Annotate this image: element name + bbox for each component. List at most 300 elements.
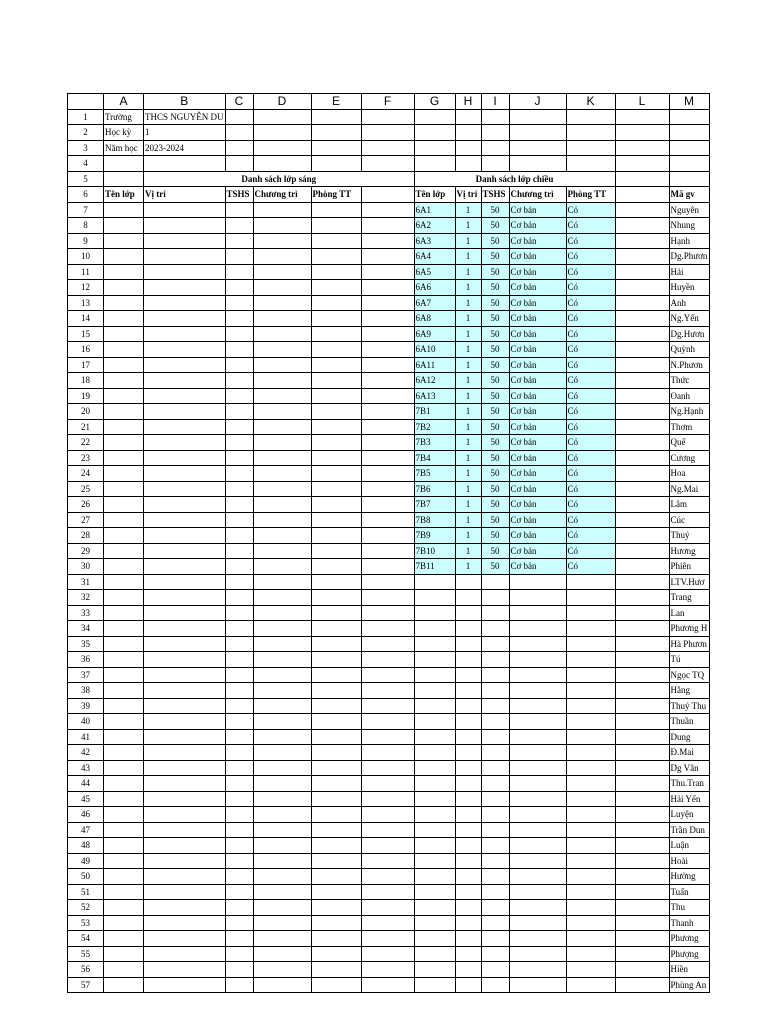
cell[interactable] [225,373,253,389]
cell[interactable] [615,853,669,869]
room-cell[interactable]: Có [566,543,615,559]
cell[interactable] [361,419,414,435]
cell[interactable] [455,853,481,869]
cell[interactable] [509,915,566,931]
program-cell[interactable]: Cơ bản [509,512,566,528]
cell[interactable] [361,466,414,482]
cell[interactable] [311,853,361,869]
teacher-code-cell[interactable]: Ng.Yến [669,311,709,327]
cell[interactable] [455,838,481,854]
cell[interactable] [414,807,455,823]
cell[interactable] [144,962,226,978]
cell[interactable] [144,946,226,962]
cell[interactable] [311,884,361,900]
cell[interactable] [104,249,144,265]
cell[interactable] [509,760,566,776]
room-cell[interactable]: Có [566,481,615,497]
cell[interactable] [615,543,669,559]
cell[interactable] [615,187,669,203]
cell[interactable] [253,435,311,451]
cell[interactable] [104,357,144,373]
cell[interactable] [481,590,509,606]
cell[interactable] [253,125,311,141]
cell[interactable] [253,667,311,683]
cell[interactable] [414,714,455,730]
cell[interactable] [481,838,509,854]
cell[interactable] [311,357,361,373]
cell[interactable] [311,776,361,792]
cell[interactable] [615,729,669,745]
cell[interactable] [566,745,615,761]
cell[interactable] [253,760,311,776]
room-cell[interactable]: Có [566,326,615,342]
cell[interactable] [311,202,361,218]
cell[interactable] [225,822,253,838]
cell[interactable] [615,760,669,776]
cell[interactable] [361,915,414,931]
cell[interactable] [144,590,226,606]
cell[interactable] [509,977,566,993]
row-header[interactable]: 22 [68,435,104,451]
cell[interactable] [414,745,455,761]
cell[interactable] [566,714,615,730]
cell[interactable] [361,404,414,420]
cell[interactable] [615,884,669,900]
class-name-cell[interactable]: 6A10 [414,342,455,358]
cell[interactable] [615,450,669,466]
cell[interactable] [481,760,509,776]
position-cell[interactable]: 1 [455,295,481,311]
teacher-code-cell[interactable]: Anh [669,295,709,311]
cell[interactable] [361,683,414,699]
cell[interactable] [253,559,311,575]
cell[interactable] [455,931,481,947]
cell[interactable] [361,233,414,249]
cell[interactable] [311,140,361,156]
column-header-e[interactable]: E [311,94,361,110]
afternoon-header[interactable]: TSHS [481,187,509,203]
cell[interactable] [455,822,481,838]
row-header[interactable]: 52 [68,900,104,916]
cell[interactable] [615,822,669,838]
cell[interactable] [104,667,144,683]
program-cell[interactable]: Cơ bản [509,450,566,466]
teacher-code-cell[interactable]: Lan [669,605,709,621]
cell[interactable] [481,977,509,993]
cell[interactable] [455,714,481,730]
teacher-code-header[interactable]: Mã gv [669,187,709,203]
cell[interactable] [104,559,144,575]
cell[interactable] [104,931,144,947]
cell[interactable] [144,807,226,823]
cell[interactable] [253,218,311,234]
cell[interactable] [615,559,669,575]
cell[interactable] [509,838,566,854]
class-name-cell[interactable]: 6A3 [414,233,455,249]
student-count-cell[interactable]: 50 [481,466,509,482]
cell[interactable] [311,574,361,590]
cell[interactable] [509,590,566,606]
cell[interactable] [414,636,455,652]
cell[interactable] [311,931,361,947]
teacher-code-cell[interactable]: Phùng An [669,977,709,993]
cell[interactable] [225,559,253,575]
cell[interactable] [144,497,226,513]
cell[interactable] [225,543,253,559]
room-cell[interactable]: Có [566,497,615,513]
cell[interactable] [455,977,481,993]
cell[interactable] [361,745,414,761]
cell[interactable] [615,512,669,528]
cell[interactable] [481,807,509,823]
cell[interactable] [104,543,144,559]
cell[interactable] [144,404,226,420]
teacher-code-cell[interactable]: Dg.Hươn [669,326,709,342]
cell[interactable] [225,807,253,823]
cell[interactable] [414,652,455,668]
cell[interactable] [104,202,144,218]
cell[interactable] [361,962,414,978]
cell[interactable] [509,574,566,590]
cell[interactable] [144,264,226,280]
cell[interactable] [104,373,144,389]
class-name-cell[interactable]: 6A8 [414,311,455,327]
cell[interactable] [225,481,253,497]
cell[interactable] [615,326,669,342]
cell[interactable] [361,512,414,528]
cell[interactable] [104,264,144,280]
cell[interactable] [253,729,311,745]
teacher-code-cell[interactable]: Quỳnh [669,342,709,358]
cell[interactable] [144,745,226,761]
cell[interactable] [414,760,455,776]
row-header[interactable]: 46 [68,807,104,823]
program-cell[interactable]: Cơ bản [509,435,566,451]
cell[interactable] [361,869,414,885]
student-count-cell[interactable]: 50 [481,280,509,296]
cell[interactable] [566,838,615,854]
cell[interactable] [566,776,615,792]
cell[interactable] [481,822,509,838]
cell[interactable] [361,729,414,745]
cell[interactable] [104,466,144,482]
cell[interactable] [225,900,253,916]
cell[interactable] [481,714,509,730]
class-name-cell[interactable]: 7B4 [414,450,455,466]
cell[interactable] [253,481,311,497]
cell[interactable] [104,915,144,931]
cell[interactable] [481,140,509,156]
cell[interactable] [615,652,669,668]
cell[interactable] [253,636,311,652]
cell[interactable] [615,125,669,141]
cell[interactable] [361,807,414,823]
cell[interactable] [253,373,311,389]
row-header[interactable]: 3 [68,140,104,156]
cell[interactable] [509,791,566,807]
column-header-d[interactable]: D [253,94,311,110]
cell[interactable] [225,295,253,311]
cell[interactable] [311,404,361,420]
room-cell[interactable]: Có [566,295,615,311]
cell[interactable] [361,326,414,342]
cell[interactable] [144,822,226,838]
cell[interactable] [253,311,311,327]
cell[interactable] [104,900,144,916]
room-cell[interactable]: Có [566,388,615,404]
cell[interactable] [361,125,414,141]
cell[interactable] [615,931,669,947]
cell[interactable] [615,745,669,761]
cell[interactable] [144,481,226,497]
cell[interactable] [481,729,509,745]
column-header-f[interactable]: F [361,94,414,110]
cell[interactable] [481,125,509,141]
cell[interactable] [455,900,481,916]
cell[interactable] [361,528,414,544]
cell[interactable] [225,977,253,993]
cell[interactable] [104,388,144,404]
cell[interactable] [481,853,509,869]
cell[interactable] [311,109,361,125]
cell[interactable] [253,884,311,900]
cell[interactable] [104,574,144,590]
cell[interactable] [104,435,144,451]
cell[interactable] [104,962,144,978]
cell[interactable] [225,264,253,280]
class-name-cell[interactable]: 6A7 [414,295,455,311]
teacher-code-cell[interactable]: Tuấn [669,884,709,900]
teacher-code-cell[interactable]: Hoa [669,466,709,482]
cell[interactable] [455,729,481,745]
morning-title[interactable]: Danh sách lớp sáng [144,171,415,187]
cell[interactable] [225,838,253,854]
class-name-cell[interactable]: 7B2 [414,419,455,435]
teacher-code-cell[interactable]: Quế [669,435,709,451]
cell[interactable] [615,667,669,683]
program-cell[interactable]: Cơ bản [509,419,566,435]
cell[interactable] [509,884,566,900]
program-cell[interactable]: Cơ bản [509,295,566,311]
room-cell[interactable]: Có [566,264,615,280]
cell[interactable] [414,977,455,993]
cell[interactable] [455,915,481,931]
cell[interactable] [481,915,509,931]
room-cell[interactable]: Có [566,218,615,234]
cell[interactable] [361,264,414,280]
cell[interactable] [414,838,455,854]
cell[interactable] [225,233,253,249]
cell[interactable] [144,280,226,296]
cell[interactable] [225,125,253,141]
cell[interactable] [566,156,615,172]
cell[interactable] [225,140,253,156]
cell[interactable] [311,946,361,962]
student-count-cell[interactable]: 50 [481,202,509,218]
cell[interactable] [509,729,566,745]
row-header[interactable]: 9 [68,233,104,249]
row-header[interactable]: 28 [68,528,104,544]
cell[interactable] [566,621,615,637]
afternoon-header[interactable]: Vị trí [455,187,481,203]
cell[interactable] [225,636,253,652]
cell[interactable] [455,791,481,807]
cell[interactable] [615,233,669,249]
cell[interactable] [615,404,669,420]
cell[interactable] [566,683,615,699]
cell[interactable] [615,295,669,311]
cell[interactable] [104,419,144,435]
student-count-cell[interactable]: 50 [481,373,509,389]
cell[interactable] [615,590,669,606]
cell[interactable] [104,342,144,358]
row-header[interactable]: 51 [68,884,104,900]
cell[interactable] [144,683,226,699]
cell[interactable] [361,450,414,466]
cell[interactable] [361,667,414,683]
cell[interactable] [104,807,144,823]
cell[interactable] [144,156,226,172]
teacher-code-cell[interactable]: Nguyên [669,202,709,218]
cell[interactable] [311,962,361,978]
cell[interactable] [225,946,253,962]
cell[interactable] [311,419,361,435]
room-cell[interactable]: Có [566,419,615,435]
cell[interactable] [615,977,669,993]
teacher-code-cell[interactable]: Thuý [669,528,709,544]
cell[interactable] [455,140,481,156]
row-header[interactable]: 48 [68,838,104,854]
teacher-code-cell[interactable]: N.Phươn [669,357,709,373]
teacher-code-cell[interactable]: Ngọc TQ [669,667,709,683]
row-header[interactable]: 33 [68,605,104,621]
cell[interactable] [253,249,311,265]
cell[interactable] [253,419,311,435]
cell[interactable] [481,946,509,962]
cell[interactable] [361,109,414,125]
cell[interactable] [509,667,566,683]
cell[interactable] [225,915,253,931]
cell[interactable] [311,915,361,931]
cell[interactable] [311,900,361,916]
cell[interactable] [104,977,144,993]
cell[interactable] [615,466,669,482]
program-cell[interactable]: Cơ bản [509,388,566,404]
term-value[interactable]: 1 [144,125,226,141]
cell[interactable] [104,311,144,327]
cell[interactable] [253,838,311,854]
program-cell[interactable]: Cơ bản [509,357,566,373]
cell[interactable] [311,326,361,342]
cell[interactable] [615,388,669,404]
row-header[interactable]: 6 [68,187,104,203]
student-count-cell[interactable]: 50 [481,404,509,420]
cell[interactable] [361,249,414,265]
cell[interactable] [253,280,311,296]
row-header[interactable]: 41 [68,729,104,745]
student-count-cell[interactable]: 50 [481,357,509,373]
column-header-l[interactable]: L [615,94,669,110]
cell[interactable] [225,574,253,590]
cell[interactable] [615,202,669,218]
cell[interactable] [253,822,311,838]
room-cell[interactable]: Có [566,202,615,218]
cell[interactable] [144,605,226,621]
cell[interactable] [509,776,566,792]
cell[interactable] [104,729,144,745]
cell[interactable] [225,931,253,947]
cell[interactable] [509,156,566,172]
cell[interactable] [144,652,226,668]
cell[interactable] [311,218,361,234]
teacher-code-cell[interactable]: Phương [669,931,709,947]
cell[interactable] [253,977,311,993]
teacher-code-cell[interactable]: Dg.Phươn [669,249,709,265]
cell[interactable] [144,869,226,885]
student-count-cell[interactable]: 50 [481,481,509,497]
cell[interactable] [414,869,455,885]
cell[interactable] [253,698,311,714]
cell[interactable] [104,171,144,187]
cell[interactable] [104,497,144,513]
row-header[interactable]: 49 [68,853,104,869]
class-name-cell[interactable]: 7B5 [414,466,455,482]
cell[interactable] [104,946,144,962]
cell[interactable] [144,915,226,931]
teacher-code-cell[interactable]: Trang [669,590,709,606]
cell[interactable] [104,295,144,311]
cell[interactable] [361,357,414,373]
cell[interactable] [615,218,669,234]
cell[interactable] [144,931,226,947]
cell[interactable] [566,946,615,962]
cell[interactable] [509,853,566,869]
position-cell[interactable]: 1 [455,249,481,265]
cell[interactable] [311,714,361,730]
row-header[interactable]: 37 [68,667,104,683]
cell[interactable] [253,528,311,544]
row-header[interactable]: 7 [68,202,104,218]
row-header[interactable]: 23 [68,450,104,466]
position-cell[interactable]: 1 [455,435,481,451]
cell[interactable] [414,884,455,900]
row-header[interactable]: 12 [68,280,104,296]
class-name-cell[interactable]: 7B10 [414,543,455,559]
cell[interactable] [144,853,226,869]
teacher-code-cell[interactable]: Ng.Mai [669,481,709,497]
cell[interactable] [253,915,311,931]
cell[interactable] [455,605,481,621]
cell[interactable] [225,419,253,435]
cell[interactable] [361,140,414,156]
cell[interactable] [311,388,361,404]
cell[interactable] [144,977,226,993]
cell[interactable] [311,156,361,172]
cell[interactable] [144,249,226,265]
cell[interactable] [104,714,144,730]
morning-header[interactable]: Chương trì [253,187,311,203]
teacher-code-cell[interactable]: Phiên [669,559,709,575]
cell[interactable] [615,419,669,435]
cell[interactable] [253,807,311,823]
column-header-i[interactable]: I [481,94,509,110]
cell[interactable] [615,946,669,962]
cell[interactable] [104,636,144,652]
cell[interactable] [144,311,226,327]
cell[interactable] [253,109,311,125]
cell[interactable] [253,683,311,699]
cell[interactable] [104,791,144,807]
